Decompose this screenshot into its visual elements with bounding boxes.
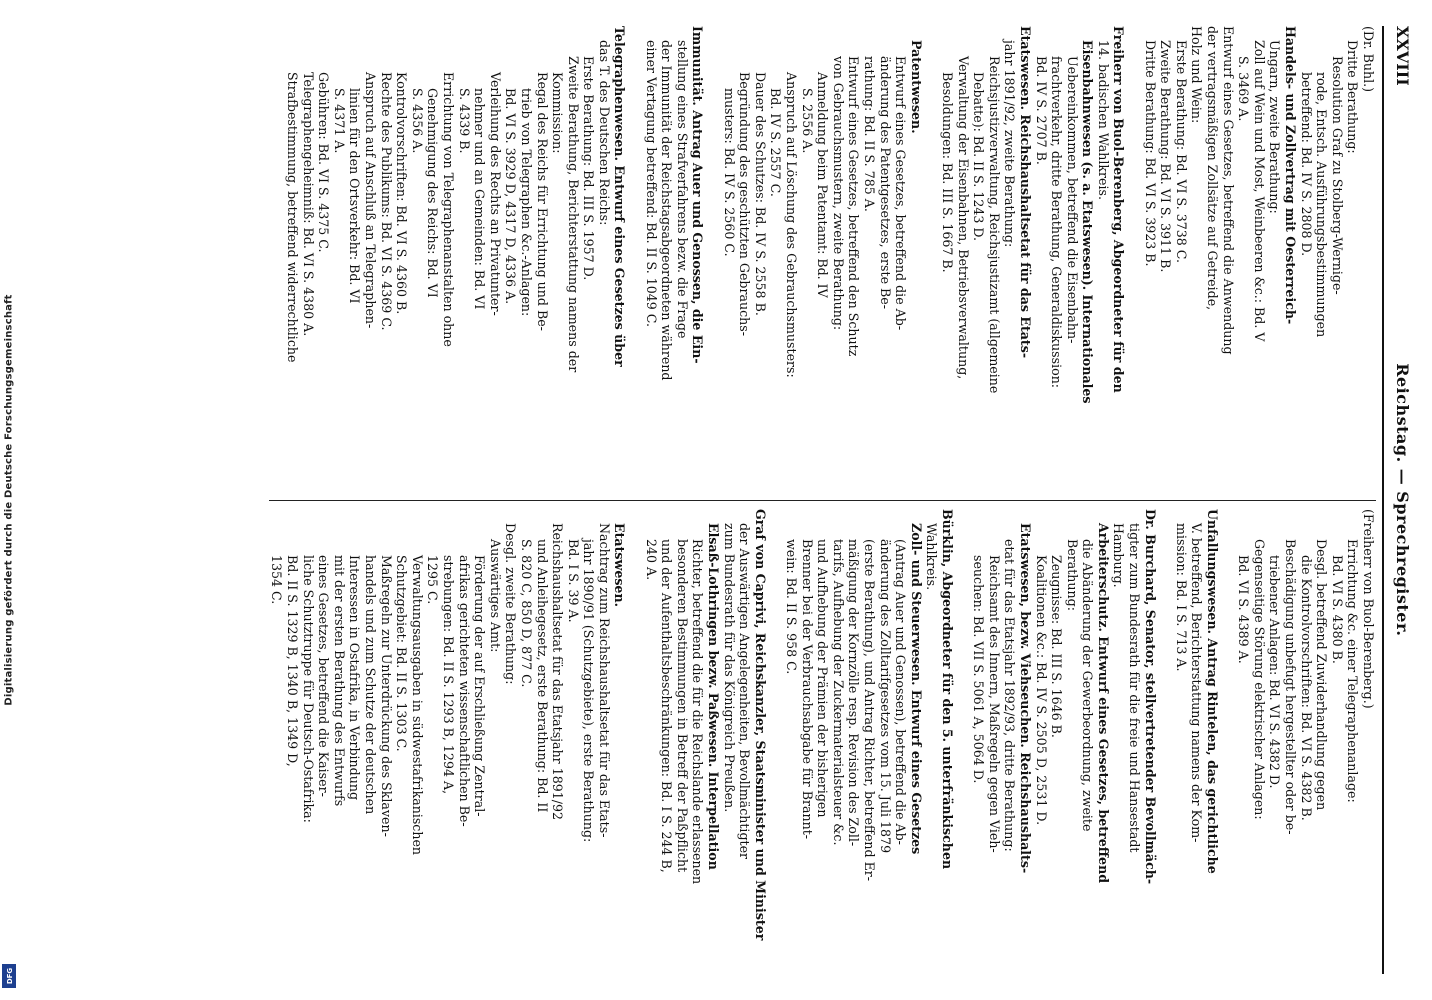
register-line: zum Bundesrath für das Königreich Preußen. (721, 523, 737, 813)
register-line: linien für den Ortsverkehr: Bd. VI (347, 88, 363, 304)
right-column (269, 509, 1376, 974)
register-line: rode, Entsch. Ausführungsbestimmungen (1314, 72, 1330, 338)
register-line: Reichsamt des Innern, Maßregeln gegen Vieh- (986, 555, 1002, 853)
register-line: Holz und Wein: (1189, 26, 1205, 124)
register-line: tarifs, Aufhebung der Zuckermaterialsteuer &c. (830, 539, 846, 846)
register-line: Zeugnisse: Bd. III S. 1646 B. (1049, 555, 1065, 738)
register-line: der Auswärtigen Angelegenheiten, Bevollmächtigter (737, 523, 753, 860)
register-line: Interessen in Ostafrika, in Verbindung (347, 555, 363, 801)
register-line: Entwurf eines Gesetzes, betreffend die Ab- (893, 56, 909, 331)
register-line: von Gebrauchsmustern, zweite Berathung: (830, 56, 846, 331)
register-line: Dritte Berathung: (1345, 40, 1361, 154)
register-line (768, 509, 784, 974)
register-line: Kontrolvorschriften: Bd. VI S. 4360 B. (394, 72, 410, 315)
register-line: Ungarn, zweite Berathung: (1267, 40, 1283, 214)
register-line (924, 26, 940, 491)
register-line: Desgl. betreffend Zuwiderhandlung gegen (1314, 539, 1330, 811)
register-line: mäßigung der Kornzölle resp. Revision des Zoll- (846, 539, 862, 847)
register-line: Richter, betreffend die für die Reichslande erlassenen (690, 539, 706, 885)
register-line: S. 4371 A. (331, 88, 347, 154)
register-line: Bd. II S. 1329 B, 1340 B, 1349 D, (285, 555, 301, 767)
register-line: triebener Anlagen: Bd. VI S. 4382 D. (1267, 555, 1283, 789)
register-line: Erste Berathung: Bd. III S. 1957 D. (581, 56, 597, 281)
page-number: XXVIII (1393, 26, 1412, 86)
register-line: (Freiherr von Buol-Berenberg.) (1361, 509, 1376, 709)
register-line: Telegraphengeheimniß: Bd. VI S. 4380 A. (300, 72, 316, 337)
register-line: Bd. VI S. 4380 B. (1329, 555, 1345, 664)
register-heading-line: Bürklin, Abgeordneter für den 5. unterfränkischen (939, 509, 955, 870)
register-line (628, 509, 644, 974)
register-heading-line: Telegraphenwesen. Entwurf eines Gesetzes über (612, 26, 628, 367)
register-line: frachtverkehr, dritte Berathung, Generaldiskussion: (1049, 56, 1065, 389)
register-line: liche Schutztruppe für Deutsch-Ostafrika: (300, 555, 316, 823)
register-line: der Immunität der Reichstagsabgeordneten während (659, 40, 675, 381)
register-line: (erste Berathung), und Antrag Richter, betreffend Er- (862, 539, 877, 882)
register-line: mission: Bd. I S. 713 A. (1173, 523, 1189, 672)
register-line: nehmer und an Gemeinden: Bd. VI (472, 88, 488, 310)
register-line: Anmeldung beim Patentamt: Bd. IV (815, 72, 831, 298)
register-line: Errichtung &c. einer Telegraphenanlage: (1345, 539, 1361, 803)
register-line: 14. badischen Wahlkreis. (1095, 40, 1111, 200)
page-title: Reichstag. — Sprechregister. (1393, 363, 1412, 637)
register-line: afrikas gerichteten wissenschaftlichen Be- (456, 555, 472, 827)
register-line: Dritte Berathung: Bd. VI S. 3923 B. (1142, 40, 1158, 267)
register-heading-line: Eisenbahnwesen (s. a. Etatswesen). Internationales (1080, 40, 1096, 404)
dfg-logo: DFG (2, 964, 16, 988)
register-line: handels und zum Schutze der deutschen (363, 555, 378, 815)
register-heading-line: Elsaß-Lothringen bezw. Paßwesen. Interpellation (706, 523, 722, 870)
register-line: Zoll auf Wein und Most, Weinbeeren &c.: Bd. V (1251, 40, 1267, 342)
column-divider (269, 500, 1376, 501)
register-line: Uebereinkommen, betreffend die Eisenbahn- (1064, 56, 1080, 344)
register-line: Auswärtiges Amt: (487, 539, 503, 653)
register-line (705, 26, 721, 491)
register-line: S. 3469 A. (1236, 56, 1252, 122)
register-line: änderung des Zolltarifgesetzes vom 15. Juli 1879 (877, 539, 893, 854)
register-line: Entwurf eines Gesetzes, betreffend die Anwendung (1220, 26, 1236, 355)
two-column-body (269, 26, 1376, 974)
register-line: Bd. VI S. 4389 A. (1236, 555, 1252, 664)
register-line (1127, 26, 1143, 491)
register-line: Zweite Berathung, Berichterstattung namens der (565, 56, 581, 373)
register-line: Erste Berathung: Bd. VI S. 3738 C. (1173, 40, 1189, 263)
digitization-credit: Digitalisierung gefördert durch die Deutsche Forschungsgemeinschaft (3, 294, 15, 706)
register-line: Dauer des Schutzes: Bd. IV S. 2558 B. (752, 72, 768, 316)
register-line: Desgl. zweite Berathung: (503, 523, 519, 685)
register-line: Anspruch auf Anschluß an Telegraphen- (363, 72, 378, 329)
register-line: S. 2556 A. (799, 88, 815, 154)
register-heading-line: Etatswesen, bezw. Viehseuchen. Reichshaushalts- (1017, 523, 1033, 874)
register-line: die Abänderung der Gewerbeordnung, zweite (1080, 539, 1096, 832)
register-line: Bd. IV S. 2557 C. (768, 88, 784, 197)
register-line: Förderung der auf Erschließung Zentral- (472, 555, 488, 817)
register-line: und der Aufenthaltsbeschränkungen: Bd. I S. 244 B, (659, 539, 675, 873)
register-line: der vertragsmäßigen Zollsätze auf Getreide, (1205, 26, 1221, 311)
register-line: S. 820 C, 850 D, 877 C. (518, 539, 534, 688)
register-line: Reichshaushaltsetat für das Etatsjahr 1891/92 (550, 523, 566, 821)
register-line (1158, 509, 1174, 974)
register-line: Maßregeln zur Unterdrückung des Sklaven- (378, 555, 394, 837)
register-line: Reichsjustizverwaltung, Reichsjustizamt (allgemeine (986, 56, 1002, 394)
register-heading-line: Etatswesen. (612, 523, 628, 607)
register-line: Wahlkreis. (924, 523, 940, 591)
left-column (269, 26, 1376, 491)
running-head (1386, 26, 1412, 974)
register-line: Regal des Reichs für Errichtung und Be- (534, 72, 550, 331)
register-line: Kommission: (550, 72, 566, 154)
register-line: Errichtung von Telegraphenanstalten ohne (440, 72, 456, 347)
register-line: seuchen: Bd. VII S. 5061 A, 5064 D. (971, 555, 987, 784)
register-line: 1295 C. (425, 555, 441, 605)
register-line: Verwaltung der Eisenbahnen, Betriebsverwaltung, (955, 56, 971, 380)
register-line: änderung des Patentgesetzes, erste Be- (877, 56, 893, 309)
register-line: mit der ersten Berathung des Entwurfs (331, 555, 347, 807)
register-line: das T. des Deutschen Reichs: (596, 40, 612, 226)
register-line: Genehmigung des Reichs: Bd. VI (425, 88, 441, 298)
register-line: besonderen Bestimmungen in Betreff der Paßpflicht (674, 539, 690, 873)
register-line: Strafbestimmung, betreffend widerrechtliche (285, 72, 301, 363)
register-line: Nachtrag zum Reichshaushaltsetat für das Etats- (596, 523, 612, 838)
register-line: Hamburg. (1111, 523, 1127, 588)
register-heading-line: Arbeiterschutz. Entwurf eines Gesetzes, betreffend (1095, 523, 1111, 884)
register-line: Verwaltungsausgaben in südwestafrikanischen (409, 555, 425, 856)
register-line: V. betreffend, Berichterstattung namens der Kom- (1189, 523, 1205, 843)
register-line: Gegenseitige Störung elektrischer Anlagen: (1251, 539, 1267, 820)
register-line: Koalitionen &c.: Bd. IV S. 2505 D, 2531 D. (1033, 555, 1049, 826)
register-page (42, 0, 1432, 1000)
register-line: jahr 1891/92, zweite Berathung: (1002, 40, 1018, 248)
header-rule (1382, 26, 1384, 974)
register-line: Anspruch auf Löschung des Gebrauchsmusters: (784, 72, 800, 378)
register-line: eines Gesetzes, betreffend die Kaiser- (316, 555, 332, 797)
register-line: (Dr. Buhl.) (1361, 26, 1376, 93)
register-line: Begründung des geschützten Gebrauchs- (737, 72, 753, 337)
register-line: strebungen: Bd. II S. 1293 B, 1294 A, (440, 555, 456, 795)
register-line (1220, 509, 1236, 974)
register-line: und Anleihegesetz, erste Berathung: Bd. II (534, 539, 550, 813)
register-heading-line: Zoll- und Steuerwesen. Entwurf eines Gesetzes (908, 523, 924, 855)
register-heading-line: Graf von Caprivi, Reichskanzler, Staatsminister und Minister (752, 509, 768, 941)
register-line: Entwurf eines Gesetzes, betreffend den Schutz (846, 56, 862, 357)
register-line: Rechte des Publikums: Bd. VI S. 4369 C. (378, 72, 394, 331)
register-line: Schutzgebiet: Bd. II S. 1303 C. (394, 555, 410, 752)
register-line: wein: Bd. II S. 958 C. (784, 539, 800, 675)
register-line: Bd. I S. 39 A. (565, 539, 581, 623)
register-line: Brenner bei der Verbrauchsabgabe für Brannt- (799, 539, 815, 840)
register-line: 1354 C. (269, 555, 285, 605)
register-line: Zweite Berathung: Bd. VI S. 3911 B. (1158, 40, 1174, 273)
register-heading-line: Immunität. Antrag Auer und Genossen, die Ein- (690, 26, 706, 364)
register-line: Gebühren: Bd. VI S. 4375 C. (316, 72, 332, 253)
register-line (955, 509, 971, 974)
register-line: die Kontrolvorschriften: Bd. VI S. 4382 B. (1298, 555, 1314, 821)
register-line: Resolution Graf zu Stolberg-Wernige- (1329, 56, 1345, 295)
register-heading-line: Unfallungswesen. Antrag Rintelen, das gerichtliche (1205, 509, 1221, 874)
register-heading-line: Freiherr von Buol-Berenberg, Abgeordneter für den (1111, 26, 1127, 393)
register-line: Berathung: (1064, 539, 1080, 611)
register-line: rathung: Bd. II S. 785 A. (862, 56, 877, 212)
register-line: Besoldungen: Bd. III S. 1667 B. (939, 72, 955, 273)
register-line: S. 4339 B. (456, 88, 472, 154)
register-line: Bd. VI S. 3929 D, 4317 D, 4336 A. (503, 88, 519, 305)
register-line: Verleihung des Rechts an Privatunter- (487, 72, 503, 316)
digitization-credit-strip (0, 0, 18, 1000)
register-line: Bd. IV S. 2707 B. (1033, 56, 1049, 165)
register-line: einer Vertagung betreffend: Bd. II S. 1049 C. (643, 40, 659, 327)
register-line: jahr 1890/91 (Schutzgebiete), erste Berathung: (581, 539, 597, 843)
register-line: tigter zum Bundesrath für die freie und Hansestadt (1127, 523, 1143, 853)
register-heading-line: Handels- und Zollvertrag mit Oesterreich- (1283, 26, 1299, 325)
register-line: etat für das Etatsjahr 1892/93, dritte Berathung: (1002, 539, 1018, 852)
register-line: (Antrag Auer und Genossen), betreffend die Ab- (893, 539, 909, 845)
register-line: Beschädigung unbefugt hergestellter oder be- (1283, 539, 1299, 835)
register-heading-line: Patentwesen. (908, 40, 924, 134)
register-line: trieb von Telegraphen &c.-Anlagen: (518, 88, 534, 317)
register-line: S. 4356 A. (409, 88, 425, 154)
register-line: 240 A. (643, 539, 659, 581)
register-line (628, 26, 644, 491)
register-line: betreffend: Bd. IV S. 2808 D. (1298, 72, 1314, 257)
register-heading-line: Dr. Burchard, Senator, stellvertretender Bevollmäch- (1142, 509, 1158, 885)
register-heading-line: Etatswesen. Reichshaushaltsetat für das Etats- (1017, 26, 1033, 359)
rotated-page (42, 0, 1432, 1000)
register-line: musters: Bd. IV S. 2560 C. (721, 88, 737, 257)
register-line: und Aufhebung der Prämien der bisherigen (815, 539, 831, 818)
register-line: Debatte): Bd. II S. 1243 D. (971, 72, 987, 242)
register-line: stellung eines Strafverfahrens bezw. die Frage (674, 40, 690, 339)
